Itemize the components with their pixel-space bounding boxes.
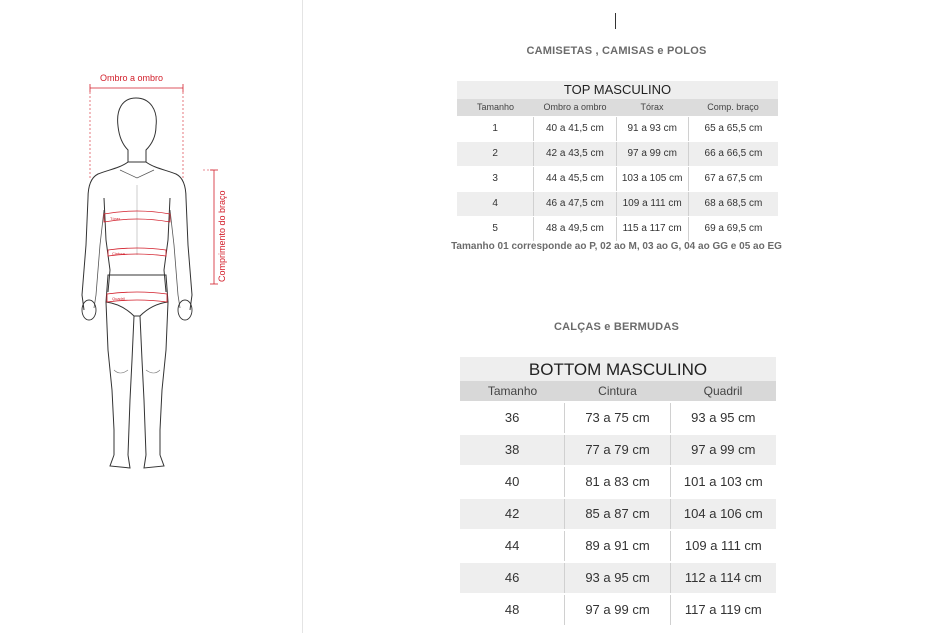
bottom-table-header (460, 381, 776, 401)
shoulder-label: Ombro a ombro (100, 73, 164, 83)
table-row (460, 403, 776, 433)
hip-cell: 109 a 111 cm (670, 531, 776, 561)
arm-cell: 65 a 65,5 cm (688, 117, 778, 141)
top-table-title: TOP MASCULINO (457, 81, 778, 99)
bottoms-section-title: CALÇAS e BERMUDAS (553, 321, 680, 333)
arm-cell: 66 a 66,5 cm (688, 142, 778, 166)
body-measurement-figure (70, 70, 240, 480)
arm-cell: 69 a 69,5 cm (688, 217, 778, 241)
text-cursor (615, 13, 616, 29)
top-size-table (457, 81, 778, 241)
bottom-table-title: BOTTOM MASCULINO (460, 357, 776, 381)
page-divider (302, 0, 303, 633)
body-outline-illustration (70, 70, 240, 480)
header-hip: Quadril (703, 384, 743, 398)
size-cell: 46 (504, 570, 520, 585)
chest-cell: 115 a 117 cm (616, 217, 688, 241)
hip-cell: 104 a 106 cm (670, 499, 776, 529)
chest-cell: 103 a 105 cm (616, 167, 688, 191)
table-row (460, 563, 776, 593)
shoulder-cell: 44 a 45,5 cm (533, 167, 615, 191)
top-table-header (457, 99, 778, 116)
hip-cell: 101 a 103 cm (670, 467, 776, 497)
size-cell: 44 (504, 538, 520, 553)
header-waist: Cintura (598, 384, 637, 398)
table-row (460, 435, 776, 465)
arm-cell: 68 a 68,5 cm (688, 192, 778, 216)
waist-cell: 73 a 75 cm (564, 403, 669, 433)
shoulder-cell: 48 a 49,5 cm (533, 217, 615, 241)
chest-cell: 91 a 93 cm (616, 117, 688, 141)
shoulder-cell: 46 a 47,5 cm (533, 192, 615, 216)
size-cell: 5 (492, 223, 498, 234)
arm-cell: 67 a 67,5 cm (688, 167, 778, 191)
header-chest: Tórax (640, 102, 664, 112)
hip-cell: 93 a 95 cm (670, 403, 776, 433)
arm-length-label: Comprimento do braço (217, 190, 227, 282)
waist-cell: 81 a 83 cm (564, 467, 669, 497)
waist-cell: 93 a 95 cm (564, 563, 669, 593)
shoulder-cell: 40 a 41,5 cm (533, 117, 615, 141)
size-cell: 2 (492, 148, 498, 159)
size-cell: 38 (504, 442, 520, 457)
hip-cell: 117 a 119 cm (670, 595, 776, 625)
table-row (457, 167, 778, 191)
waist-cell: 85 a 87 cm (564, 499, 669, 529)
size-cell: 36 (504, 410, 520, 425)
hip-label: Quadril (112, 296, 125, 301)
chest-cell: 97 a 99 cm (616, 142, 688, 166)
hip-cell: 97 a 99 cm (670, 435, 776, 465)
waist-cell: 77 a 79 cm (564, 435, 669, 465)
waist-label: Cintura (112, 251, 125, 256)
table-row (460, 595, 776, 625)
size-cell: 1 (492, 123, 498, 134)
table-row (460, 531, 776, 561)
header-size: Tamanho (487, 384, 538, 398)
table-row (457, 217, 778, 241)
size-cell: 4 (492, 198, 498, 209)
chest-cell: 109 a 111 cm (616, 192, 688, 216)
table-row (460, 499, 776, 529)
header-size: Tamanho (476, 102, 515, 112)
chest-label: Tórax (110, 216, 121, 221)
header-arm: Comp. braço (707, 102, 759, 112)
waist-cell: 97 a 99 cm (564, 595, 669, 625)
size-cell: 3 (492, 173, 498, 184)
bottom-size-table (460, 357, 776, 625)
tops-section-title: CAMISETAS , CAMISAS e POLOS (526, 45, 707, 57)
hip-cell: 112 a 114 cm (670, 563, 776, 593)
header-shoulder: Ombro a ombro (543, 102, 607, 112)
shoulder-cell: 42 a 43,5 cm (533, 142, 615, 166)
waist-cell: 89 a 91 cm (564, 531, 669, 561)
table-row (457, 192, 778, 216)
size-cell: 42 (504, 506, 520, 521)
table-row (457, 117, 778, 141)
size-cell: 48 (504, 602, 520, 617)
table-row (460, 467, 776, 497)
size-cell: 40 (504, 474, 520, 489)
size-correspondence-note: Tamanho 01 corresponde ao P, 02 ao M, 03 ao G, 04 ao GG e 05 ao EG (451, 241, 782, 252)
table-row (457, 142, 778, 166)
